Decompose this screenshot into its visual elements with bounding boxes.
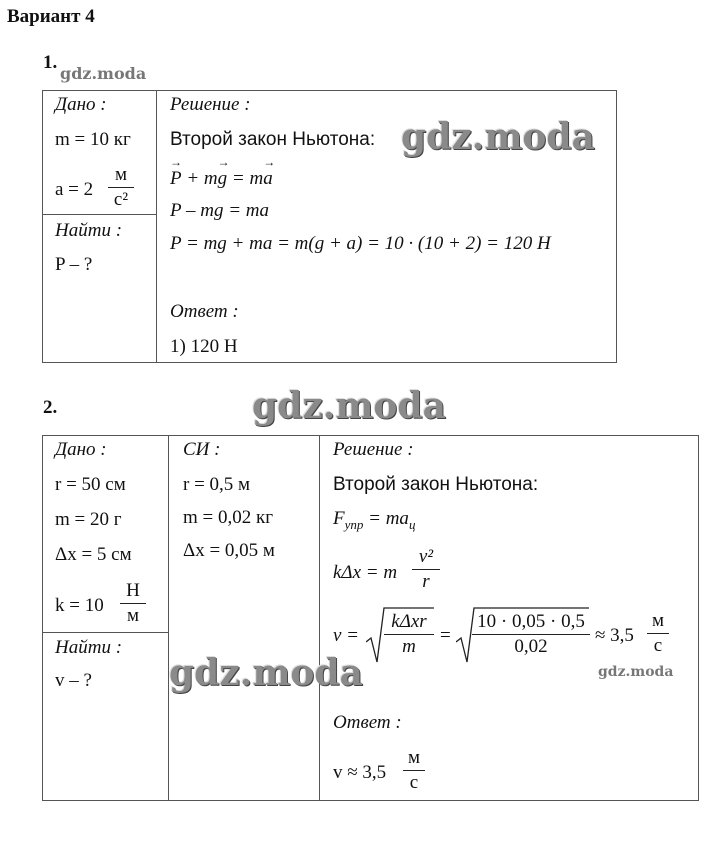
task2-find-label: Найти :	[55, 637, 123, 658]
vector-P: → P	[170, 168, 182, 190]
task1-find-value: P – ?	[55, 254, 93, 275]
task2-law: Второй закон Ньютона:	[333, 474, 539, 495]
variant-title: Вариант 4	[7, 6, 95, 27]
watermark-large: gdz.moda	[252, 385, 446, 427]
velocity-unit-den: с	[653, 635, 663, 656]
eq1-equals: = m	[231, 168, 264, 189]
task2-si-dx: Δx = 0,05 м	[183, 540, 275, 561]
task2-v-left: v =	[333, 625, 360, 646]
watermark-small: gdz.moda	[598, 664, 674, 680]
task2-given-label: Дано :	[55, 439, 107, 460]
radical1-den: m	[402, 636, 416, 657]
task2-number: 2.	[43, 397, 58, 418]
task2-radical1-fraction	[384, 611, 434, 658]
task1-number: 1.	[43, 52, 58, 73]
answer-unit-den: с	[409, 772, 419, 793]
watermark-large: gdz.moda	[401, 116, 595, 158]
task1-answer-label: Ответ :	[170, 301, 239, 322]
radical2-den: 0,02	[514, 636, 548, 657]
task1-find-label: Найти :	[55, 220, 123, 241]
task2-k: k = 10	[55, 595, 104, 616]
spring-frac-den: r	[422, 571, 430, 592]
task1-law: Второй закон Ньютона:	[170, 129, 376, 150]
task2-find-value: v – ?	[55, 670, 92, 691]
velocity-unit-num: м	[651, 610, 665, 631]
vector-a: → a	[263, 168, 273, 190]
radical1-num: kΔxr	[391, 611, 427, 632]
vector-g: → g	[218, 168, 228, 190]
task2-spring-fraction	[412, 546, 440, 593]
task1-vector-equation	[170, 168, 273, 190]
task1-acceleration: a = 2	[55, 179, 94, 200]
task2-k-unit-num: Н	[126, 580, 140, 601]
accel-subscript: ц	[408, 516, 416, 532]
answer-unit-num: м	[407, 747, 421, 768]
task1-mass: m = 10 кг	[55, 129, 131, 150]
force-rhs: = ma	[363, 508, 409, 529]
task2-answer-label: Ответ :	[333, 712, 402, 733]
force-subscript: упр	[344, 516, 364, 532]
task2-radius: r = 50 см	[55, 474, 126, 495]
task2-mass: m = 20 г	[55, 509, 122, 530]
task2-k-unit	[120, 580, 146, 627]
task2-force-equation	[333, 508, 415, 533]
task2-answer-unit	[403, 747, 425, 794]
task1-accel-unit-num: м	[114, 164, 128, 185]
watermark-small: gdz.moda	[60, 64, 147, 83]
task2-equals: =	[440, 625, 451, 646]
force-symbol: F	[333, 508, 345, 529]
task2-solution-label: Решение :	[333, 439, 414, 460]
spring-frac-num: v²	[418, 546, 434, 567]
task1-solution-label: Решение :	[170, 94, 251, 115]
task2-k-unit-den: м	[126, 605, 140, 626]
task2-radical2-fraction	[472, 611, 590, 658]
radical2-num: 10 · 0,05 · 0,5	[477, 611, 585, 632]
watermark-large: gdz.moda	[169, 652, 363, 694]
task2-dx: Δx = 5 см	[55, 544, 132, 565]
task1-result-equation: P = mg + ma = m(g + a) = 10 · (10 + 2) = 120 Н	[170, 233, 551, 254]
task1-accel-unit	[108, 164, 134, 211]
eq1-plus: + m	[186, 168, 218, 189]
task1-given-label: Дано :	[55, 94, 107, 115]
task2-si-mass: m = 0,02 кг	[183, 507, 274, 528]
task1-scalar-equation: P – mg = ma	[170, 200, 270, 221]
task2-si-radius: r = 0,5 м	[183, 474, 251, 495]
task1-answer-value: 1) 120 Н	[170, 336, 238, 357]
task2-velocity-unit	[647, 610, 669, 657]
task2-approx-value: ≈ 3,5	[595, 625, 634, 646]
task2-si-label: СИ :	[183, 439, 221, 460]
task1-accel-unit-den: с²	[113, 189, 129, 210]
task2-spring-equation: kΔx = m	[333, 562, 398, 583]
task2-answer-value: v ≈ 3,5	[333, 762, 387, 783]
